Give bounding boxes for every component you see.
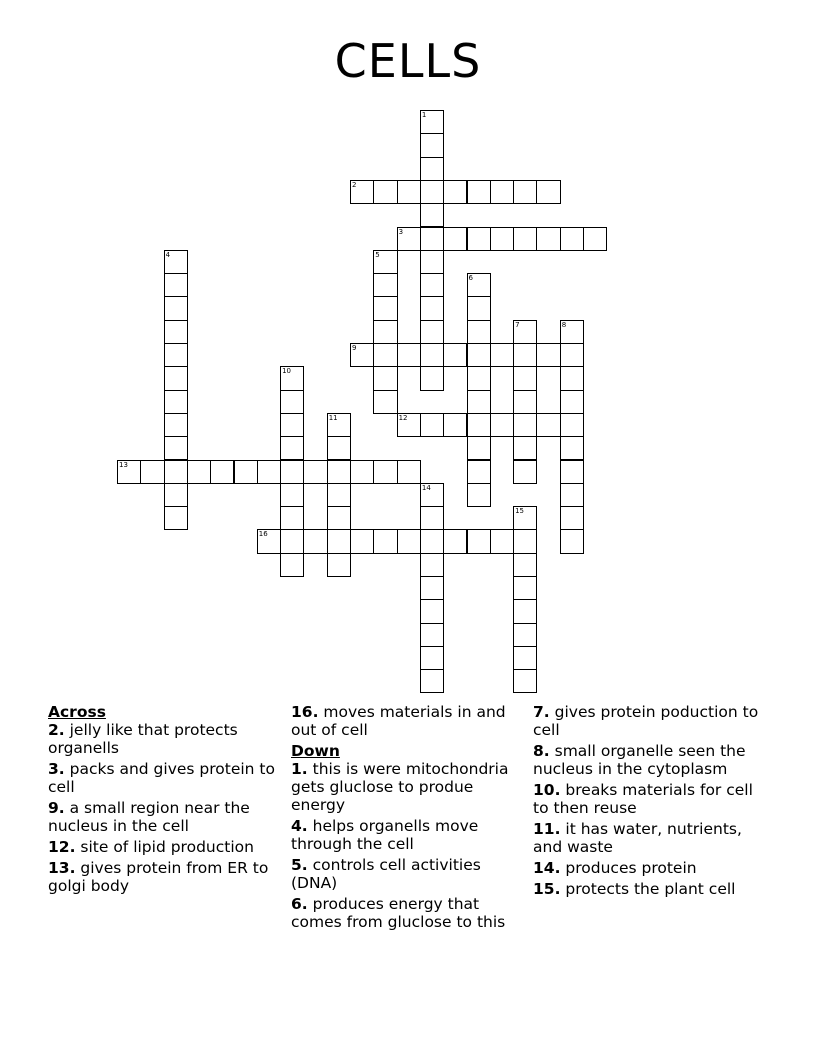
grid-cell[interactable] <box>536 413 560 437</box>
grid-cell[interactable] <box>560 460 584 484</box>
grid-cell[interactable] <box>280 390 304 414</box>
grid-cell[interactable] <box>467 390 491 414</box>
grid-cell[interactable] <box>513 180 537 204</box>
clues-column-2 <box>291 703 527 934</box>
grid-cell[interactable] <box>420 296 444 320</box>
grid-cell[interactable] <box>280 413 304 437</box>
grid-cell[interactable] <box>373 366 397 390</box>
clue-number: 3 <box>398 227 404 236</box>
grid-cell[interactable] <box>513 669 537 693</box>
grid-cell[interactable] <box>327 460 351 484</box>
grid-cell[interactable] <box>420 599 444 623</box>
clue-down-7: 7. gives protein poduction to cell <box>533 703 759 739</box>
grid-cell[interactable] <box>164 436 188 460</box>
grid-cell[interactable] <box>467 460 491 484</box>
grid-cell[interactable] <box>420 273 444 297</box>
grid-cell[interactable] <box>560 343 584 367</box>
grid-cell[interactable] <box>420 576 444 600</box>
grid-cell[interactable] <box>513 553 537 577</box>
grid-cell[interactable] <box>373 343 397 367</box>
clue-down-8: 8. small organelle seen the nucleus in the cytoplasm <box>533 742 746 778</box>
grid-cell[interactable] <box>513 343 537 367</box>
clue-number: 5 <box>375 250 380 259</box>
grid-cell[interactable] <box>140 460 164 484</box>
grid-cell[interactable] <box>280 529 304 553</box>
grid-cell[interactable] <box>187 460 211 484</box>
grid-cell[interactable] <box>420 203 444 227</box>
grid-cell[interactable] <box>327 529 351 553</box>
clue-across-13: 13. gives protein from ER to golgi body <box>48 859 269 895</box>
clue-across-2: 2. jelly like that protects organells <box>48 721 238 757</box>
grid-cell[interactable] <box>420 529 444 553</box>
grid-cell[interactable] <box>536 180 560 204</box>
grid-cell[interactable] <box>234 460 258 484</box>
grid-cell[interactable] <box>490 227 514 251</box>
clue-number: 4 <box>165 250 171 259</box>
clue-down-14: 14. produces protein <box>533 859 697 877</box>
grid-cell[interactable] <box>397 180 421 204</box>
grid-cell[interactable] <box>420 623 444 647</box>
grid-cell[interactable] <box>420 343 444 367</box>
grid-cell[interactable] <box>467 529 491 553</box>
grid-cell[interactable] <box>164 320 188 344</box>
clue-down-11: 11. it has water, nutrients, and waste <box>533 820 742 856</box>
grid-cell[interactable] <box>420 553 444 577</box>
grid-cell[interactable] <box>513 366 537 390</box>
grid-cell[interactable] <box>560 366 584 390</box>
grid-cell[interactable] <box>560 483 584 507</box>
clue-down-4: 4. helps organells move through the cell <box>291 817 479 853</box>
grid-cell[interactable] <box>467 227 491 251</box>
clue-down-10: 10. breaks materials for cell to then reuse <box>533 781 753 817</box>
grid-cell[interactable] <box>164 273 188 297</box>
grid-cell[interactable] <box>513 436 537 460</box>
grid-cell[interactable] <box>560 529 584 553</box>
grid-cell[interactable] <box>420 227 444 251</box>
grid-cell[interactable] <box>280 553 304 577</box>
grid-cell[interactable] <box>420 506 444 530</box>
grid-cell[interactable] <box>327 506 351 530</box>
grid-cell[interactable] <box>164 366 188 390</box>
grid-cell[interactable] <box>420 157 444 181</box>
clue-number: 15 <box>515 507 525 516</box>
grid-cell[interactable] <box>560 506 584 530</box>
grid-cell[interactable] <box>467 343 491 367</box>
grid-cell[interactable] <box>420 413 444 437</box>
grid-cell[interactable] <box>560 436 584 460</box>
grid-cell[interactable] <box>513 576 537 600</box>
grid-cell[interactable] <box>164 413 188 437</box>
grid-cell[interactable] <box>420 180 444 204</box>
grid-cell[interactable] <box>280 506 304 530</box>
clue-down-15: 15. protects the plant cell <box>533 880 736 898</box>
grid-cell[interactable] <box>467 413 491 437</box>
grid-cell[interactable] <box>210 460 234 484</box>
clue-number: 7 <box>515 320 520 329</box>
grid-cell[interactable] <box>467 436 491 460</box>
grid-cell[interactable] <box>164 390 188 414</box>
grid-cell[interactable] <box>373 390 397 414</box>
across-header: Across <box>48 703 106 721</box>
grid-cell[interactable] <box>303 529 327 553</box>
grid-cell[interactable] <box>513 413 537 437</box>
clue-across-9: 9. a small region near the nucleus in the cell <box>48 799 250 835</box>
grid-cell[interactable] <box>420 320 444 344</box>
grid-cell[interactable] <box>280 460 304 484</box>
grid-cell[interactable] <box>373 529 397 553</box>
clue-number: 6 <box>468 274 473 283</box>
grid-cell[interactable] <box>327 553 351 577</box>
clue-across-16: 16. moves materials in and out of cell <box>291 703 506 739</box>
grid-cell[interactable] <box>373 273 397 297</box>
grid-cell[interactable] <box>490 529 514 553</box>
grid-cell[interactable] <box>467 483 491 507</box>
grid-cell[interactable] <box>164 506 188 530</box>
grid-cell[interactable] <box>327 436 351 460</box>
grid-cell[interactable] <box>327 483 351 507</box>
grid-cell[interactable] <box>443 180 467 204</box>
clue-number: 10 <box>282 367 292 376</box>
grid-cell[interactable] <box>443 227 467 251</box>
grid-cell[interactable] <box>560 390 584 414</box>
grid-cell[interactable] <box>490 343 514 367</box>
grid-cell[interactable] <box>280 436 304 460</box>
grid-cell[interactable] <box>164 343 188 367</box>
grid-cell[interactable] <box>443 529 467 553</box>
grid-cell[interactable] <box>513 599 537 623</box>
grid-cell[interactable] <box>513 227 537 251</box>
down-header: Down <box>291 742 340 760</box>
grid-cell[interactable] <box>513 623 537 647</box>
grid-cell[interactable] <box>420 646 444 670</box>
grid-cell[interactable] <box>350 460 374 484</box>
clue-number: 8 <box>561 320 567 329</box>
clue-down-5: 5. controls cell activities (DNA) <box>291 856 481 892</box>
grid-cell[interactable] <box>280 483 304 507</box>
grid-cell[interactable] <box>373 460 397 484</box>
clue-down-1: 1. this is were mitochondria gets gluclose to produe energy <box>291 760 509 814</box>
grid-cell[interactable] <box>397 460 421 484</box>
grid-cell[interactable] <box>164 296 188 320</box>
grid-cell[interactable] <box>420 366 444 390</box>
clue-down-6: 6. produces energy that comes from gluclose to this <box>291 895 506 931</box>
grid-cell[interactable] <box>443 343 467 367</box>
clue-number: 9 <box>352 344 357 352</box>
grid-cell[interactable] <box>536 227 560 251</box>
puzzle-title: CELLS <box>334 34 482 88</box>
grid-cell[interactable] <box>513 460 537 484</box>
clue-number: 13 <box>119 460 128 469</box>
clue-number: 12 <box>398 413 408 422</box>
grid-cell[interactable] <box>164 483 188 507</box>
clue-number: 14 <box>421 483 431 492</box>
grid-cell[interactable] <box>443 413 467 437</box>
grid-cell[interactable] <box>164 460 188 484</box>
grid-cell[interactable] <box>490 413 514 437</box>
grid-cell[interactable] <box>373 296 397 320</box>
grid-cell[interactable] <box>397 529 421 553</box>
grid-cell[interactable] <box>536 343 560 367</box>
clue-number: 1 <box>421 111 427 119</box>
clues-column-1 <box>48 703 278 898</box>
grid-cell[interactable] <box>513 646 537 670</box>
grid-cell[interactable] <box>420 250 444 274</box>
grid-cell[interactable] <box>373 320 397 344</box>
grid-cell[interactable] <box>583 227 607 251</box>
grid-cell[interactable] <box>490 180 514 204</box>
clue-number: 11 <box>328 413 338 422</box>
grid-cell[interactable] <box>467 296 491 320</box>
grid-cell[interactable] <box>513 529 537 553</box>
grid-cell[interactable] <box>373 180 397 204</box>
grid-cell[interactable] <box>420 669 444 693</box>
clue-across-3: 3. packs and gives protein to cell <box>48 760 275 796</box>
grid-cell[interactable] <box>560 227 584 251</box>
clue-number: 16 <box>258 530 268 539</box>
grid-cell[interactable] <box>397 343 421 367</box>
clue-across-12: 12. site of lipid production <box>48 838 254 856</box>
grid-cell[interactable] <box>467 180 491 204</box>
grid-cell[interactable] <box>420 133 444 157</box>
grid-cell[interactable] <box>467 366 491 390</box>
grid-cell[interactable] <box>560 413 584 437</box>
grid-cell[interactable] <box>350 529 374 553</box>
grid-cell[interactable] <box>467 320 491 344</box>
clues-column-3 <box>533 703 773 901</box>
grid-cell[interactable] <box>257 460 281 484</box>
grid-cell[interactable] <box>513 390 537 414</box>
grid-cell[interactable] <box>303 460 327 484</box>
clue-number: 2 <box>352 180 357 189</box>
